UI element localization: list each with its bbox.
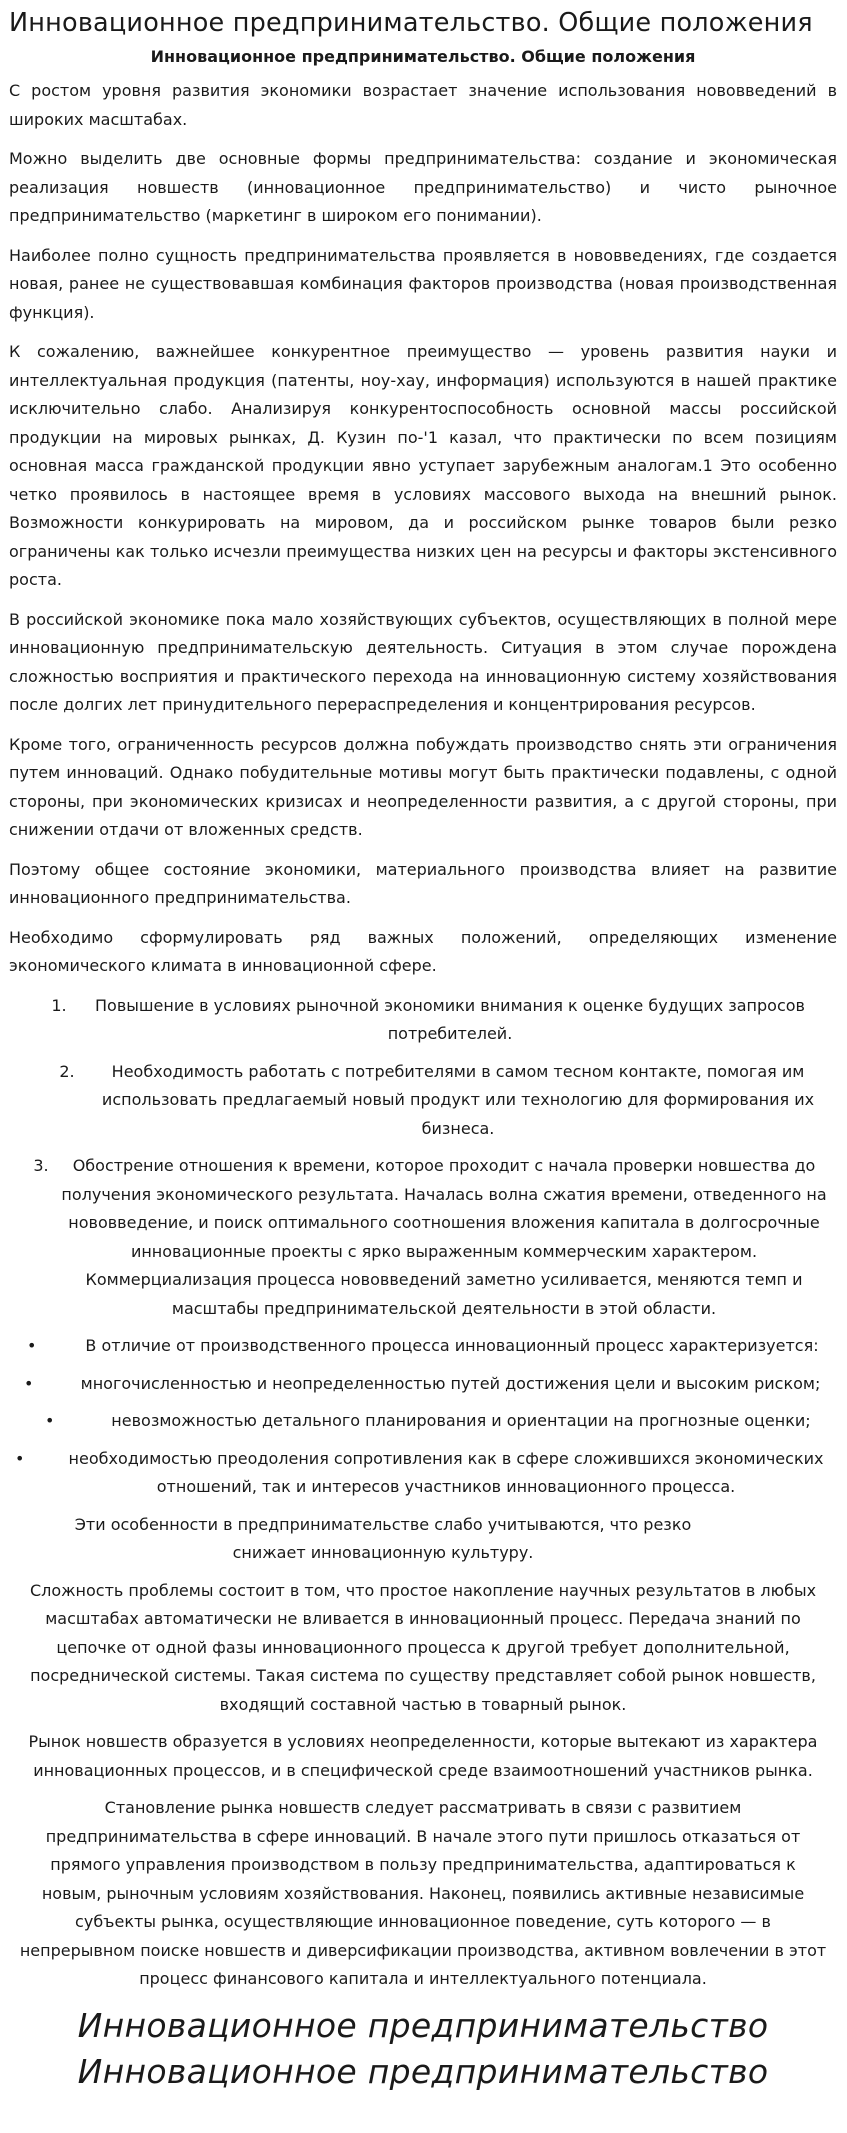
paragraph-1: С ростом уровня развития экономики возрастает значение использования нововведений в широких масштабах. bbox=[9, 81, 837, 129]
bullet-marker: • bbox=[45, 1411, 55, 1430]
bullet-item-text: В отличие от производственного процесса инновационный процесс характеризуется: bbox=[85, 1336, 819, 1355]
document-title: Инновационное предпринимательство. Общие положения bbox=[9, 8, 813, 38]
bullet-item bbox=[9, 1332, 837, 1361]
centered-paragraph-4: Становление рынка новшеств следует рассматривать в связи с развитием предпринимательства в сфере инноваций. В начале этого пути пришлось отказаться от прямого управления производством в пользу предпринимательства, адаптироваться к новым, рыночным условиям хозяйствования. Наконец, появились активные независимые субъекты рынка, осуществляющие инновационное поведение, суть которого — в непрерывном поиске новшеств и диверсификации производства, активном вовлечении в этот процесс финансового капитала и интеллектуального потенциала. bbox=[19, 1798, 827, 1988]
bullet-marker: • bbox=[24, 1373, 34, 1393]
list-number: 3. bbox=[33, 1156, 49, 1175]
centered-paragraph-3: Рынок новшеств образуется в условиях неопределенности, которые вытекают из характера инновационных процессов, и в специфической среде взаимоотношений участников рынка. bbox=[28, 1732, 818, 1780]
bullet-item bbox=[9, 1370, 837, 1399]
document-subtitle: Инновационное предпринимательство. Общие положения bbox=[150, 47, 696, 66]
paragraph-5: В российской экономике пока мало хозяйствующих субъектов, осуществляющих в полной мере инновационную предпринимательскую деятельность. Ситуация в этом случае порождена сложностью восприятия и практического перехода на инновационную систему хозяйствования после долгих лет принудительного перераспределения и концентрирования ресурсов. bbox=[9, 609, 837, 714]
paragraph-4: К сожалению, важнейшее конкурентное преимущество — уровень развития науки и интеллектуальная продукция (патенты, ноу-хау, информация) используются в нашей практике исключительно слабо. Анализируя конкурентоспособность основной массы российской продукции на мировых рынках, Д. Кузин по-'1 казал, что практически по всем позициям основная масса гражданской продукции явно уступает зарубежным аналогам.1 Это особенно четко проявилось в настоящее время в условиях массового выхода на внешний рынок. Возможности конкурировать на мировом, да и российском рынке товаров были резко ограничены как только исчезли преимущества низких цен на ресурсы и факторы экстенсивного роста. bbox=[9, 342, 837, 589]
list-number: 1. bbox=[51, 995, 67, 1015]
bullet-marker: • bbox=[27, 1336, 37, 1355]
numbered-item-text: Необходимость работать с потребителями в самом тесном контакте, помогая им использовать предлагаемый новый продукт или технологию для формирования их бизнеса. bbox=[101, 1061, 815, 1138]
numbered-item bbox=[9, 1152, 837, 1323]
paragraph-2: Можно выделить две основные формы предпринимательства: создание и экономическая реализация новшеств (инновационное предпринимательство) и чисто рыночное предпринимательство (маркетинг в широком его понимании). bbox=[9, 149, 837, 225]
numbered-item-text: Повышение в условиях рыночной экономики внимания к оценке будущих запросов потребителей. bbox=[95, 995, 805, 1043]
bullet-item-text: невозможностью детального планирования и ориентации на прогнозные оценки; bbox=[111, 1411, 811, 1430]
bullet-item bbox=[9, 1407, 837, 1436]
list-number: 2. bbox=[59, 1061, 75, 1081]
centered-paragraph-2: Сложность проблемы состоит в том, что простое накопление научных результатов в любых масштабах автоматически не вливается в инновационный процесс. Передача знаний по цепочке от одной фазы инновационного процесса к другой требует дополнительной, посреднической системы. Такая система по существу представляет собой рынок новшеств, входящий составной частью в товарный рынок. bbox=[29, 1580, 817, 1714]
paragraph-3: Наиболее полно сущность предпринимательства проявляется в нововведениях, где создается новая, ранее не существовавшая комбинация факторов производства (новая производственная функция). bbox=[9, 245, 837, 322]
paragraph-8: Необходимо сформулировать ряд важных положений, определяющих изменение экономического климата в инновационной сфере. bbox=[9, 927, 837, 975]
bullet-marker: • bbox=[15, 1448, 25, 1468]
centered-paragraph-1: Эти особенности в предпринимательстве слабо учитываются, что резко снижает инновационную культуру. bbox=[74, 1514, 692, 1562]
footer-heading-2: Инновационное предпринимательство bbox=[77, 2051, 769, 2091]
bullet-item bbox=[9, 1445, 837, 1502]
footer-heading-1: Инновационное предпринимательство bbox=[77, 2005, 769, 2045]
bullet-item-text: необходимостью преодоления сопротивления как в сфере сложившихся экономических отношений, так и интересов участников инновационного процесса. bbox=[68, 1448, 824, 1496]
paragraph-6: Кроме того, ограниченность ресурсов должна побуждать производство снять эти ограничения путем инноваций. Однако побудительные мотивы могут быть практически подавлены, с одной стороны, при экономических кризисах и неопределенности развития, а с другой стороны, при снижении отдачи от вложенных средств. bbox=[9, 734, 837, 839]
numbered-item-text: Обострение отношения к времени, которое проходит с начала проверки новшества до получения экономического результата. Началась волна сжатия времени, отведенного на нововведение, и поиск оптимального соотношения вложения капитала в долгосрочные инновационные проекты с ярко выраженным коммерческим характером. Коммерциализация процесса нововведений заметно усиливается, меняются темп и масштабы предпринимательской деятельности в этой области. bbox=[61, 1156, 827, 1318]
numbered-item bbox=[9, 1058, 837, 1144]
numbered-item bbox=[9, 992, 837, 1049]
paragraph-7: Поэтому общее состояние экономики, материального производства влияет на развитие инновационного предпринимательства. bbox=[9, 859, 837, 907]
bullet-item-text: многочисленностью и неопределенностью путей достижения цели и высоким риском; bbox=[80, 1373, 821, 1393]
